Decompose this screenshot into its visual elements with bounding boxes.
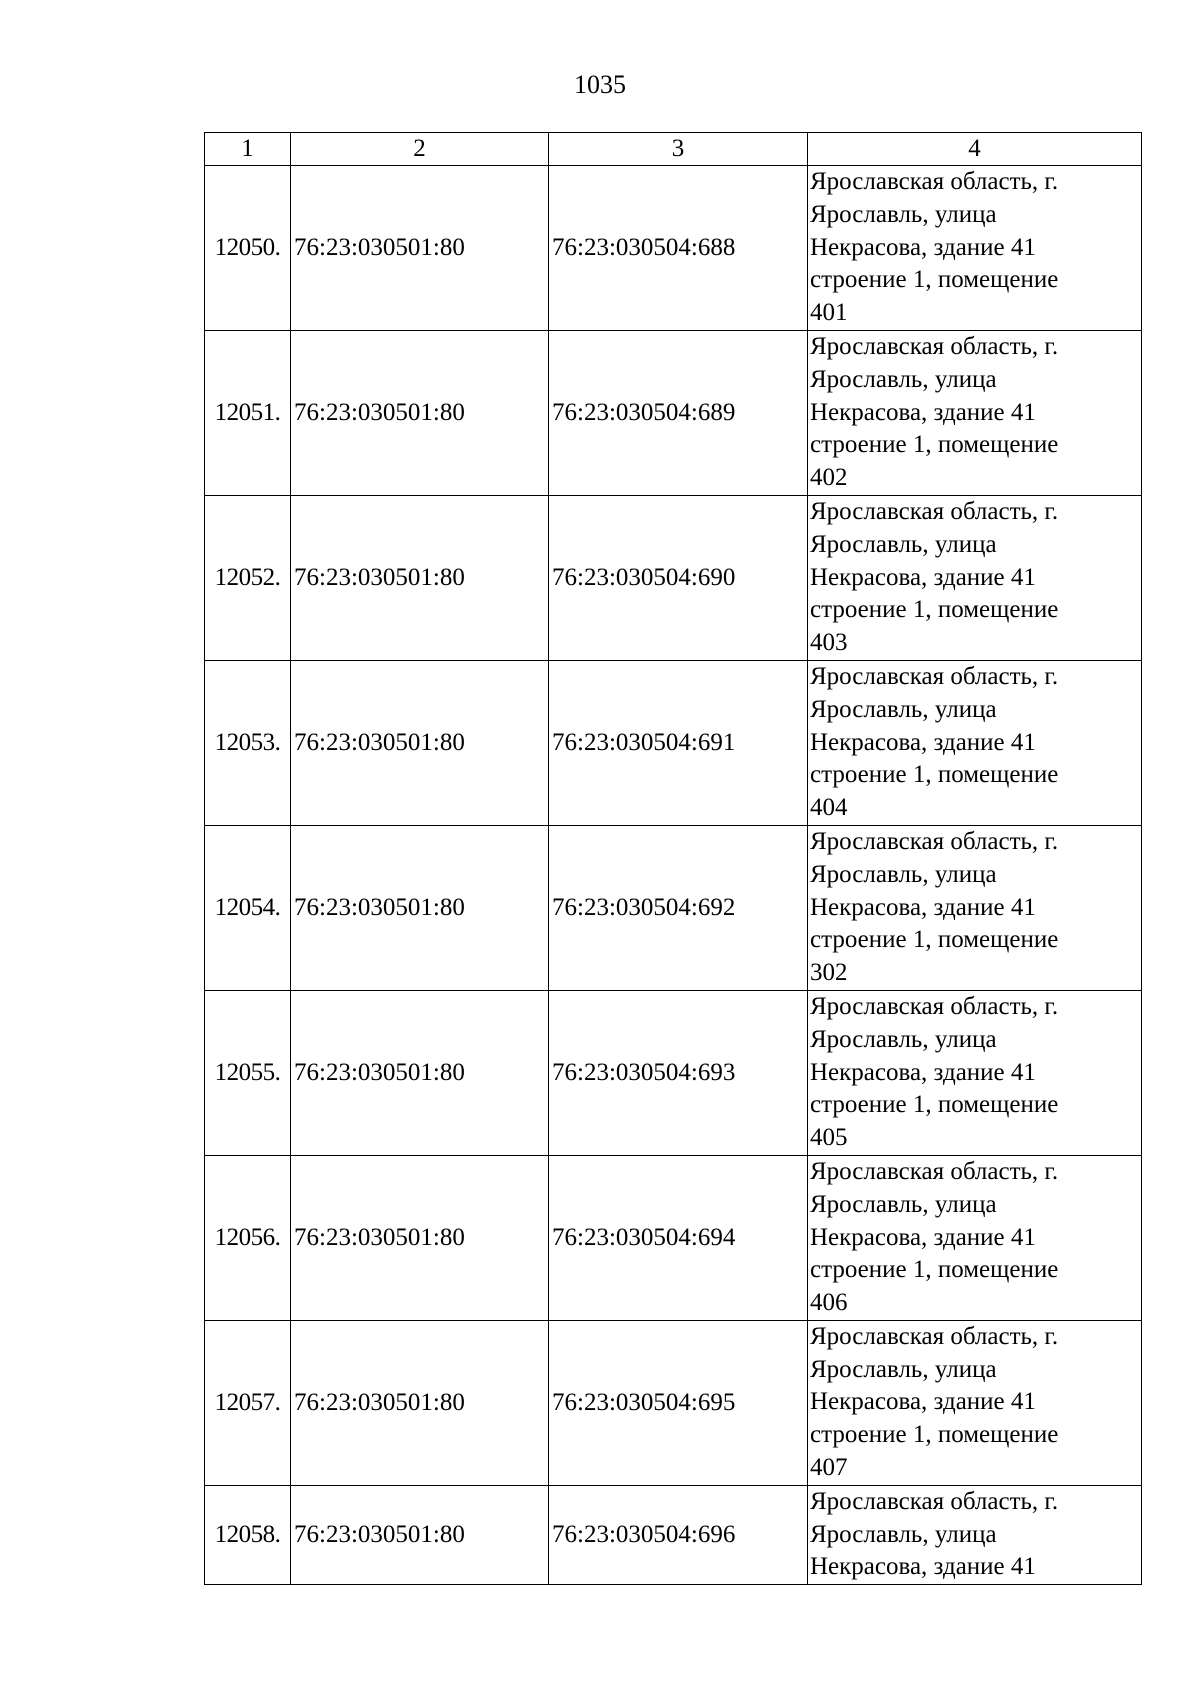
page-number: 1035 xyxy=(574,70,626,99)
header-col-2: 2 xyxy=(291,133,549,166)
land-cadastral-number-cell: 76:23:030501:80 xyxy=(291,166,549,331)
row-number-cell: 12056. xyxy=(205,1155,291,1320)
address-cell xyxy=(808,330,1142,495)
address-line: Ярославль, улица xyxy=(810,1355,997,1383)
table-row xyxy=(205,495,1142,660)
address-line: Некрасова, здание 41 xyxy=(810,563,1036,591)
address-line: Ярославская область, г. xyxy=(810,662,1059,690)
address-cell xyxy=(808,495,1142,660)
address-line: Некрасова, здание 41 xyxy=(810,398,1036,426)
address-cell xyxy=(808,660,1142,825)
table-row xyxy=(205,1155,1142,1320)
address-cell xyxy=(808,990,1142,1155)
address-line: строение 1, помещение xyxy=(810,266,1059,294)
object-cadastral-number-cell: 76:23:030504:692 xyxy=(549,825,808,990)
address-line: строение 1, помещение xyxy=(810,1421,1059,1449)
address-line: 406 xyxy=(810,1289,848,1317)
address-line: строение 1, помещение xyxy=(810,596,1059,624)
header-col-1: 1 xyxy=(205,133,291,166)
address-cell xyxy=(808,825,1142,990)
address-line: строение 1, помещение xyxy=(810,431,1059,459)
address-line: строение 1, помещение xyxy=(810,926,1059,954)
row-number-cell: 12052. xyxy=(205,495,291,660)
land-cadastral-number-cell: 76:23:030501:80 xyxy=(291,1485,549,1584)
address-line: 302 xyxy=(810,959,848,987)
row-number-cell: 12057. xyxy=(205,1320,291,1485)
row-number-cell: 12051. xyxy=(205,330,291,495)
row-number-cell: 12054. xyxy=(205,825,291,990)
address-line: Ярославль, улица xyxy=(810,1520,997,1548)
address-line: Некрасова, здание 41 xyxy=(810,1388,1036,1416)
address-line: Ярославль, улица xyxy=(810,1190,997,1218)
address-line: Ярославская область, г. xyxy=(810,1157,1059,1185)
table-row xyxy=(205,1320,1142,1485)
address-line: Некрасова, здание 41 xyxy=(810,1058,1036,1086)
address-line: 407 xyxy=(810,1454,848,1482)
address-line: Ярославская область, г. xyxy=(810,827,1059,855)
object-cadastral-number-cell: 76:23:030504:693 xyxy=(549,990,808,1155)
table-body xyxy=(205,166,1142,1585)
land-cadastral-number-cell: 76:23:030501:80 xyxy=(291,330,549,495)
address-line: 401 xyxy=(810,299,848,327)
address-cell xyxy=(808,1320,1142,1485)
table-row xyxy=(205,166,1142,331)
registry-table xyxy=(204,132,1142,1585)
address-line: Ярославская область, г. xyxy=(810,1487,1059,1515)
address-line: Ярославль, улица xyxy=(810,530,997,558)
address-line: 402 xyxy=(810,464,848,492)
address-line: строение 1, помещение xyxy=(810,1256,1059,1284)
land-cadastral-number-cell: 76:23:030501:80 xyxy=(291,1320,549,1485)
land-cadastral-number-cell: 76:23:030501:80 xyxy=(291,990,549,1155)
object-cadastral-number-cell: 76:23:030504:689 xyxy=(549,330,808,495)
address-line: 405 xyxy=(810,1124,848,1152)
address-line: строение 1, помещение xyxy=(810,1091,1059,1119)
row-number-cell: 12058. xyxy=(205,1485,291,1584)
address-line: Ярославская область, г. xyxy=(810,497,1059,525)
table-row xyxy=(205,1485,1142,1584)
address-line: Ярославль, улица xyxy=(810,695,997,723)
land-cadastral-number-cell: 76:23:030501:80 xyxy=(291,660,549,825)
address-line: Ярославль, улица xyxy=(810,1025,997,1053)
address-line: Некрасова, здание 41 xyxy=(810,1223,1036,1251)
table-header xyxy=(205,133,1142,166)
address-line: Некрасова, здание 41 xyxy=(810,728,1036,756)
header-col-3: 3 xyxy=(549,133,808,166)
address-line: Некрасова, здание 41 xyxy=(810,893,1036,921)
land-cadastral-number-cell: 76:23:030501:80 xyxy=(291,1155,549,1320)
object-cadastral-number-cell: 76:23:030504:688 xyxy=(549,166,808,331)
header-col-4: 4 xyxy=(808,133,1142,166)
address-line: Ярославль, улица xyxy=(810,860,997,888)
object-cadastral-number-cell: 76:23:030504:690 xyxy=(549,495,808,660)
row-number-cell: 12050. xyxy=(205,166,291,331)
table-row xyxy=(205,660,1142,825)
address-line: Некрасова, здание 41 xyxy=(810,233,1036,261)
address-line: Некрасова, здание 41 xyxy=(810,1553,1036,1581)
address-line: 403 xyxy=(810,629,848,657)
land-cadastral-number-cell: 76:23:030501:80 xyxy=(291,825,549,990)
address-cell xyxy=(808,1155,1142,1320)
object-cadastral-number-cell: 76:23:030504:696 xyxy=(549,1485,808,1584)
address-line: Ярославская область, г. xyxy=(810,332,1059,360)
object-cadastral-number-cell: 76:23:030504:695 xyxy=(549,1320,808,1485)
address-line: 404 xyxy=(810,794,848,822)
table-row xyxy=(205,330,1142,495)
table-row xyxy=(205,990,1142,1155)
object-cadastral-number-cell: 76:23:030504:694 xyxy=(549,1155,808,1320)
land-cadastral-number-cell: 76:23:030501:80 xyxy=(291,495,549,660)
address-line: строение 1, помещение xyxy=(810,761,1059,789)
address-line: Ярославль, улица xyxy=(810,200,997,228)
row-number-cell: 12053. xyxy=(205,660,291,825)
address-line: Ярославль, улица xyxy=(810,365,997,393)
object-cadastral-number-cell: 76:23:030504:691 xyxy=(549,660,808,825)
row-number-cell: 12055. xyxy=(205,990,291,1155)
address-cell xyxy=(808,1485,1142,1584)
table-row xyxy=(205,825,1142,990)
address-cell xyxy=(808,166,1142,331)
header-row xyxy=(205,133,1142,166)
address-line: Ярославская область, г. xyxy=(810,168,1059,195)
address-line: Ярославская область, г. xyxy=(810,992,1059,1020)
address-line: Ярославская область, г. xyxy=(810,1322,1059,1350)
